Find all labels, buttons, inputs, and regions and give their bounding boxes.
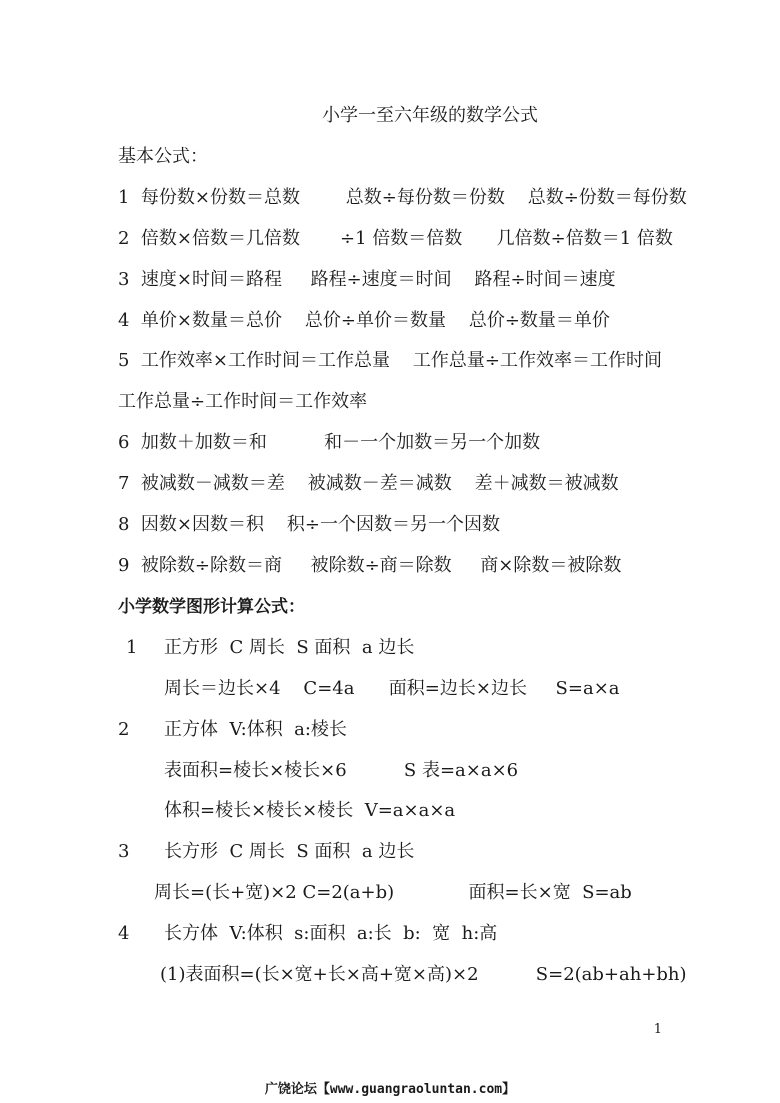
geometry-item-number-2: 2	[118, 719, 130, 740]
geometry-item-number-1: 1	[126, 637, 138, 658]
geometry-item-number-4: 4	[118, 923, 130, 944]
geometry-square-formulas: 周长＝边长×4 C=4a 面积=边长×边长 S=a×a	[164, 678, 620, 699]
geometry-item-number-3: 3	[118, 841, 130, 862]
basic-formula-line-5-cont: 工作总量÷工作时间＝工作效率	[118, 391, 368, 412]
geometry-cube-definition: 正方体 V:体积 a:棱长	[164, 719, 347, 740]
geometry-cube-volume: 体积=棱长×棱长×棱长 V=a×a×a	[164, 800, 456, 821]
basic-formula-line-2: 2 倍数×倍数＝几倍数 ÷1 倍数＝倍数 几倍数÷倍数＝1 倍数	[118, 228, 673, 249]
basic-formula-line-6: 6 加数＋加数＝和 和－一个加数＝另一个加数	[118, 432, 541, 453]
geometry-formulas-heading: 小学数学图形计算公式：	[118, 597, 305, 617]
basic-formula-line-5: 5 工作效率×工作时间＝工作总量 工作总量÷工作效率＝工作时间	[118, 350, 662, 371]
basic-formulas-heading: 基本公式：	[118, 146, 208, 167]
geometry-rectangle-formulas: 周长=(长+宽)×2 C=2(a+b) 面积=长×宽 S=ab	[154, 882, 632, 903]
basic-formula-line-3: 3 速度×时间＝路程 路程÷速度＝时间 路程÷时间＝速度	[118, 269, 616, 290]
geometry-cuboid-definition: 长方体 V:体积 s:面积 a:长 b: 宽 h:高	[164, 923, 498, 944]
geometry-rectangle-definition: 长方形 C 周长 S 面积 a 边长	[164, 841, 415, 862]
document-title: 小学一至六年级的数学公式	[322, 105, 538, 126]
basic-formula-line-8: 8 因数×因数＝积 积÷一个因数＝另一个因数	[118, 514, 500, 535]
basic-formula-line-7: 7 被减数－减数＝差 被减数－差＝减数 差＋减数＝被减数	[118, 473, 619, 494]
basic-formula-line-4: 4 单价×数量＝总价 总价÷单价＝数量 总价÷数量＝单价	[118, 310, 610, 331]
geometry-square-definition: 正方形 C 周长 S 面积 a 边长	[164, 637, 415, 658]
geometry-cuboid-surface-area: (1)表面积=(长×宽+长×高+宽×高)×2 S=2(ab+ah+bh)	[160, 964, 687, 985]
basic-formula-line-1: 1 每份数×份数＝总数 总数÷每份数＝份数 总数÷份数＝每份数	[118, 187, 687, 208]
geometry-cube-surface-area: 表面积=棱长×棱长×6 S 表=a×a×6	[164, 760, 519, 781]
footer-watermark: 广饶论坛【www.guangraoluntan.com】	[264, 1082, 516, 1097]
basic-formula-line-9: 9 被除数÷除数＝商 被除数÷商＝除数 商×除数＝被除数	[118, 555, 622, 576]
page-number: 1	[653, 1022, 662, 1037]
